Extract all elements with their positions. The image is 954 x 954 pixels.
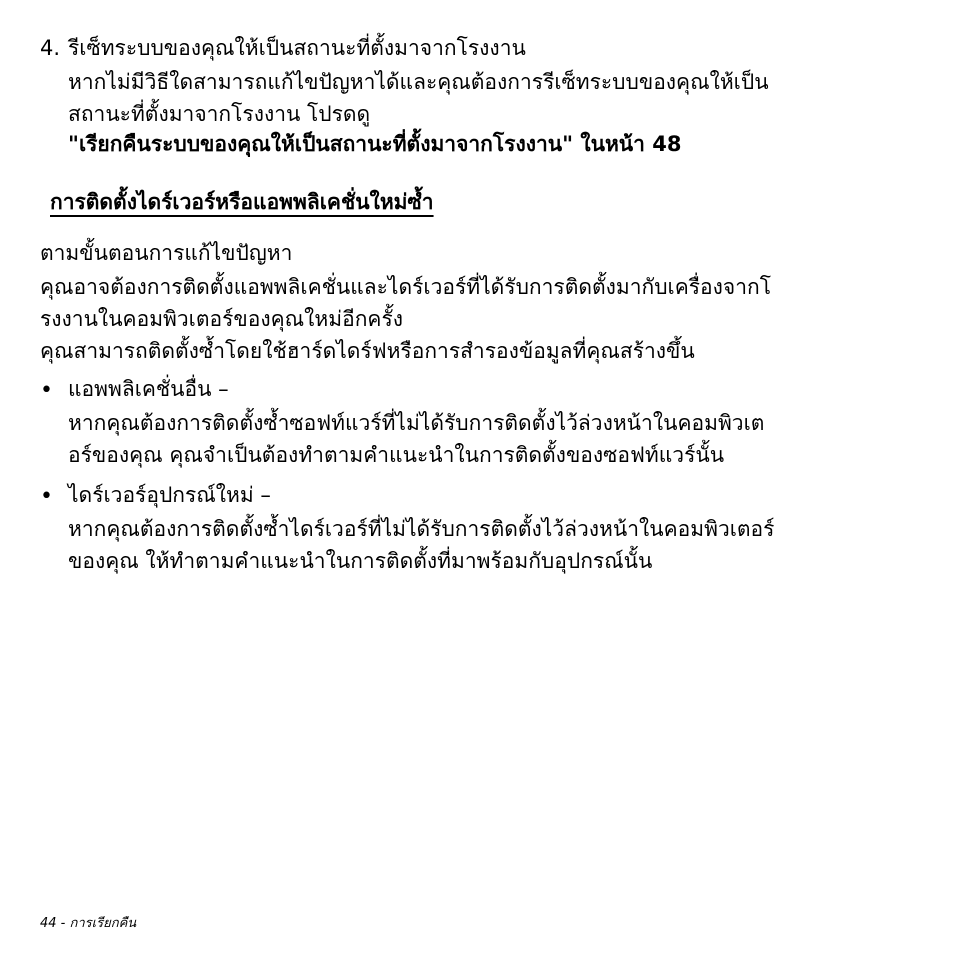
section-paragraph-reinstall: คุณสามารถติดตั้งซ้ำโดยใช้ฮาร์ดไดร์ฟหรือการสำรองข้อมูลที่คุณสร้างขึ้น (40, 339, 695, 363)
bullet-2-line-2: ของคุณ ให้ทำตามคำแนะนำในการติดตั้งที่มาพร้อมกับอุปกรณ์นั้น (68, 549, 653, 573)
step-4-body-line-2: สถานะที่ตั้งมาจากโรงงาน โปรดดู (68, 102, 371, 126)
bullet-1-line-2: อร์ของคุณ คุณจำเป็นต้องทำตามคำแนะนำในการติดตั้งของซอฟท์แวร์นั้น (68, 443, 725, 467)
page-footer: 44 - การเรียกคืน (40, 916, 137, 931)
section-heading: การติดตั้งไดร์เวอร์หรือแอพพลิเคชั่นใหม่ซ้ำ (50, 190, 434, 214)
bullet-2-line-1: หากคุณต้องการติดตั้งซ้ำไดร์เวอร์ที่ไม่ได้รับการติดตั้งไว้ล่วงหน้าในคอมพิวเตอร์ (68, 517, 775, 541)
bullet-1-line-1: หากคุณต้องการติดตั้งซ้ำซอฟท์แวร์ที่ไม่ได้รับการติดตั้งไว้ล่วงหน้าในคอมพิวเต (68, 411, 765, 435)
section-intro: ตามขั้นตอนการแก้ไขปัญหา (40, 241, 293, 265)
step-4-body-line-1: หากไม่มีวิธีใดสามารถแก้ไขปัญหาได้และคุณต้องการรีเซ็ทระบบของคุณให้เป็น (68, 70, 769, 94)
section-paragraph-line-1: คุณอาจต้องการติดตั้งแอพพลิเคชั่นและไดร์เวอร์ที่ได้รับการติดตั้งมากับเครื่องจากโ (40, 275, 772, 299)
bullet-2-title: ไดร์เวอร์อุปกรณ์ใหม่ – (68, 483, 271, 507)
factory-restore-cross-reference-link[interactable]: "เรียกคืนระบบของคุณให้เป็นสถานะที่ตั้งมาจากโรงงาน" ในหน้า 48 (68, 132, 682, 156)
step-4-title: รีเซ็ทระบบของคุณให้เป็นสถานะที่ตั้งมาจากโรงงาน (68, 36, 526, 60)
step-4-number: 4. (40, 36, 61, 60)
bullet-marker: • (40, 378, 53, 403)
section-paragraph-line-2: รงงานในคอมพิวเตอร์ของคุณใหม่อีกครั้ง (40, 307, 403, 331)
bullet-marker: • (40, 484, 53, 509)
bullet-1-title: แอพพลิเคชั่นอื่น – (68, 377, 229, 401)
